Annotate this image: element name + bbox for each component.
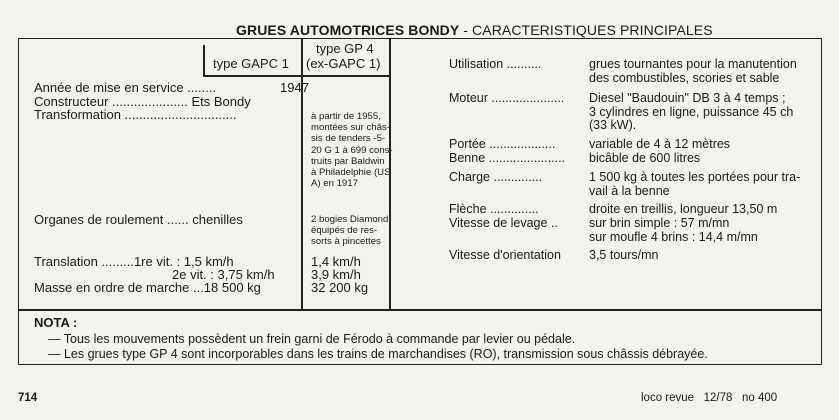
- moteur-label: Moteur .....................: [449, 91, 565, 105]
- portee-value: variable de 4 à 12 mètres: [589, 137, 731, 151]
- row-masse-label: Masse en ordre de marche ...18 500 kg: [34, 280, 261, 295]
- row-translation-label: Translation .........1re vit. : 1,5 km/h: [34, 254, 234, 269]
- orientation-value: 3,5 tours/mn: [589, 248, 659, 262]
- divider-header: [203, 75, 391, 77]
- moteur-value: Diesel "Baudouin" DB 3 à 4 temps ; 3 cylindres en ligne, puissance 45 ch (33 kW).: [589, 91, 794, 132]
- col2-header-line1: type GP 4: [316, 41, 374, 56]
- levage-value: sur brin simple : 57 m/mn sur moufle 4 brins : 14,4 m/mn: [589, 216, 758, 244]
- util-label: Utilisation ..........: [449, 57, 542, 71]
- row-transformation-v2: à partir de 1955, montées sur châs- sis de tenders -5- 20 G 1 à 699 cons- truits par Baldwin à Philadelphie (US A) en 1917: [311, 111, 393, 190]
- charge-value: 1 500 kg à toutes les portées pour tra- vail à la benne: [589, 170, 801, 198]
- row-organes-v2: 2 bogies Diamond équipés de res- sorts à pincettes: [311, 214, 389, 248]
- publication-info: loco revue 12/78 no 400: [641, 392, 778, 404]
- fleche-value: droite en treillis, longueur 13,50 m: [589, 202, 778, 216]
- portee-label: Portée ...................: [449, 137, 556, 151]
- row-transformation-label: Transformation ...............................: [34, 107, 237, 122]
- fleche-label: Flèche ..............: [449, 202, 539, 216]
- divider-nota: [18, 309, 822, 311]
- row-translation-v2a: 1,4 km/h: [311, 254, 361, 269]
- row-translation-label2: 2e vit. : 3,75 km/h: [172, 267, 275, 282]
- benne-label: Benne ......................: [449, 151, 566, 165]
- nota-title: NOTA :: [34, 315, 78, 330]
- nota-line-2: — Les grues type GP 4 sont incorporables dans les trains de marchandises (RO), transmission sous châssis débrayée.: [48, 347, 708, 361]
- row-annee-label: Année de mise en service ........: [34, 80, 217, 95]
- row-masse-v2: 32 200 kg: [311, 280, 369, 295]
- page-title: GRUES AUTOMOTRICES BONDY - CARACTERISTIQUES PRINCIPALES: [236, 22, 713, 38]
- benne-value: bicâble de 600 litres: [589, 151, 701, 165]
- orientation-label: Vitesse d'orientation: [449, 248, 561, 262]
- page-number: 714: [18, 392, 38, 404]
- charge-label: Charge ..............: [449, 170, 543, 184]
- row-annee-v1: 1947: [280, 80, 309, 95]
- levage-label: Vitesse de levage ..: [449, 216, 558, 230]
- divider-col1: [301, 38, 303, 309]
- divider-header-left: [203, 45, 205, 76]
- nota-line-1: — Tous les mouvements possèdent un frein garni de Férodo à commande par levier ou pédale.: [48, 332, 576, 346]
- row-translation-v2b: 3,9 km/h: [311, 267, 361, 282]
- row-organes-label: Organes de roulement ...... chenilles: [34, 212, 243, 227]
- row-constructeur-label: Constructeur ..................... Ets Bondy: [34, 94, 251, 109]
- col2-header-line2: (ex-GAPC 1): [306, 56, 381, 71]
- util-value: grues tournantes pour la manutention des combustibles, scories et sable: [589, 57, 797, 85]
- col1-header: type GAPC 1: [213, 56, 289, 71]
